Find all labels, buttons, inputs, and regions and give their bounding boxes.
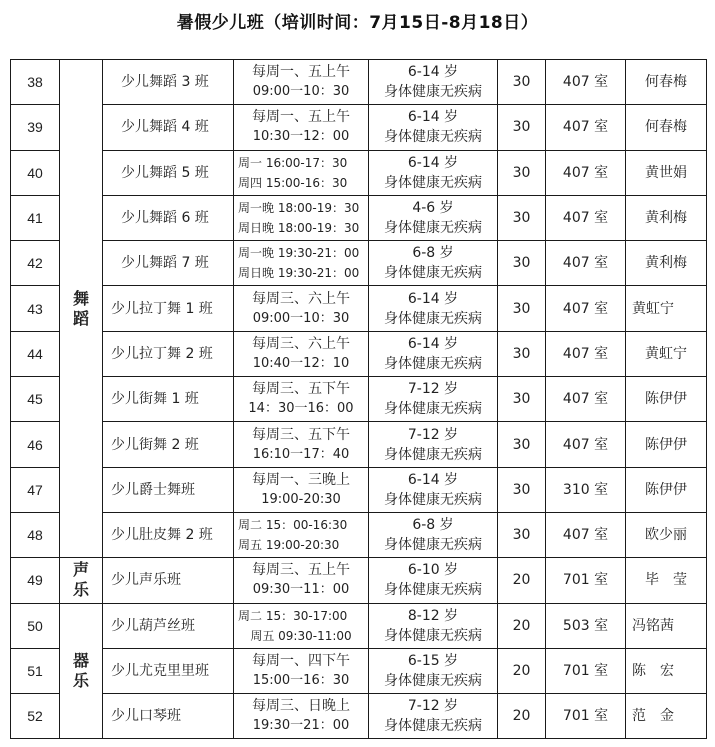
room: 701 室 bbox=[546, 694, 626, 739]
row-number: 44 bbox=[11, 331, 60, 376]
capacity: 30 bbox=[498, 105, 546, 150]
requirement: 7-12 岁 身体健康无疾病 bbox=[369, 422, 498, 467]
requirement: 6-10 岁 身体健康无疾病 bbox=[369, 558, 498, 603]
class-schedule-table bbox=[10, 59, 707, 739]
row-number: 47 bbox=[11, 467, 60, 512]
capacity: 20 bbox=[498, 648, 546, 693]
schedule: 每周三、六上午 10:40一12：10 bbox=[234, 331, 369, 376]
room: 407 室 bbox=[546, 241, 626, 286]
table-row bbox=[11, 60, 707, 105]
row-number: 49 bbox=[11, 558, 60, 603]
class-name: 少儿舞蹈 3 班 bbox=[103, 60, 234, 105]
requirement: 6-14 岁 身体健康无疾病 bbox=[369, 286, 498, 331]
room: 701 室 bbox=[546, 648, 626, 693]
teacher: 黄世娟 bbox=[626, 150, 707, 195]
room: 407 室 bbox=[546, 331, 626, 376]
class-name: 少儿舞蹈 6 班 bbox=[103, 195, 234, 240]
requirement: 6-14 岁 身体健康无疾病 bbox=[369, 150, 498, 195]
room: 407 室 bbox=[546, 150, 626, 195]
capacity: 30 bbox=[498, 195, 546, 240]
schedule: 每周三、六上午 09:00一10：30 bbox=[234, 286, 369, 331]
teacher: 冯铭茜 bbox=[626, 603, 707, 648]
class-name: 少儿街舞 1 班 bbox=[103, 377, 234, 422]
row-number: 46 bbox=[11, 422, 60, 467]
teacher: 黄利梅 bbox=[626, 241, 707, 286]
capacity: 30 bbox=[498, 60, 546, 105]
capacity: 30 bbox=[498, 422, 546, 467]
schedule: 每周三、五下午 14：30一16：00 bbox=[234, 377, 369, 422]
requirement: 6-14 岁 身体健康无疾病 bbox=[369, 105, 498, 150]
row-number: 48 bbox=[11, 512, 60, 557]
table-row bbox=[11, 105, 707, 150]
schedule: 每周三、日晚上 19:30一21：00 bbox=[234, 694, 369, 739]
schedule: 周二 15：30-17:00 周五 09:30-11:00 bbox=[234, 603, 369, 648]
room: 407 室 bbox=[546, 377, 626, 422]
requirement: 8-12 岁 身体健康无疾病 bbox=[369, 603, 498, 648]
requirement: 7-12 岁 身体健康无疾病 bbox=[369, 694, 498, 739]
capacity: 20 bbox=[498, 603, 546, 648]
teacher: 陈 宏 bbox=[626, 648, 707, 693]
room: 310 室 bbox=[546, 467, 626, 512]
row-number: 45 bbox=[11, 377, 60, 422]
teacher: 黄虹宁 bbox=[626, 331, 707, 376]
capacity: 30 bbox=[498, 241, 546, 286]
table-row bbox=[11, 648, 707, 693]
table-row bbox=[11, 422, 707, 467]
table-row bbox=[11, 377, 707, 422]
row-number: 38 bbox=[11, 60, 60, 105]
page-title: 暑假少儿班（培训时间：7月15日-8月18日） bbox=[176, 13, 539, 33]
room: 701 室 bbox=[546, 558, 626, 603]
teacher: 毕 莹 bbox=[626, 558, 707, 603]
table-row bbox=[11, 603, 707, 648]
table-row bbox=[11, 694, 707, 739]
row-number: 40 bbox=[11, 150, 60, 195]
class-name: 少儿街舞 2 班 bbox=[103, 422, 234, 467]
requirement: 6-14 岁 身体健康无疾病 bbox=[369, 467, 498, 512]
teacher: 范 金 bbox=[626, 694, 707, 739]
teacher: 黄虹宁 bbox=[626, 286, 707, 331]
row-number: 39 bbox=[11, 105, 60, 150]
teacher: 陈伊伊 bbox=[626, 422, 707, 467]
category-dance: 舞蹈 bbox=[60, 60, 103, 558]
schedule: 周二 15：00-16:30 周五 19:00-20:30 bbox=[234, 512, 369, 557]
row-number: 52 bbox=[11, 694, 60, 739]
row-number: 42 bbox=[11, 241, 60, 286]
class-name: 少儿口琴班 bbox=[103, 694, 234, 739]
row-number: 43 bbox=[11, 286, 60, 331]
category-instrument: 器乐 bbox=[60, 603, 103, 739]
schedule: 每周一、五上午 10:30一12：00 bbox=[234, 105, 369, 150]
requirement: 6-14 岁 身体健康无疾病 bbox=[369, 60, 498, 105]
teacher: 陈伊伊 bbox=[626, 377, 707, 422]
capacity: 20 bbox=[498, 694, 546, 739]
requirement: 6-8 岁 身体健康无疾病 bbox=[369, 512, 498, 557]
room: 407 室 bbox=[546, 286, 626, 331]
capacity: 30 bbox=[498, 150, 546, 195]
room: 407 室 bbox=[546, 105, 626, 150]
requirement: 6-14 岁 身体健康无疾病 bbox=[369, 331, 498, 376]
class-name: 少儿舞蹈 5 班 bbox=[103, 150, 234, 195]
teacher: 欧少丽 bbox=[626, 512, 707, 557]
room: 407 室 bbox=[546, 422, 626, 467]
requirement: 4-6 岁 身体健康无疾病 bbox=[369, 195, 498, 240]
category-vocal: 声乐 bbox=[60, 558, 103, 603]
class-name: 少儿拉丁舞 1 班 bbox=[103, 286, 234, 331]
class-name: 少儿爵士舞班 bbox=[103, 467, 234, 512]
class-name: 少儿拉丁舞 2 班 bbox=[103, 331, 234, 376]
capacity: 30 bbox=[498, 331, 546, 376]
class-name: 少儿声乐班 bbox=[103, 558, 234, 603]
schedule: 每周一、五上午 09:00一10：30 bbox=[234, 60, 369, 105]
table-row bbox=[11, 467, 707, 512]
table-row bbox=[11, 150, 707, 195]
capacity: 30 bbox=[498, 377, 546, 422]
schedule: 每周三、五上午 09:30一11：00 bbox=[234, 558, 369, 603]
class-name: 少儿葫芦丝班 bbox=[103, 603, 234, 648]
schedule: 每周一、三晚上 19:00-20:30 bbox=[234, 467, 369, 512]
teacher: 黄利梅 bbox=[626, 195, 707, 240]
teacher: 陈伊伊 bbox=[626, 467, 707, 512]
row-number: 51 bbox=[11, 648, 60, 693]
schedule: 周一晚 19:30-21：00 周日晚 19:30-21：00 bbox=[234, 241, 369, 286]
schedule: 周一 16:00-17：30 周四 15:00-16：30 bbox=[234, 150, 369, 195]
class-name: 少儿舞蹈 4 班 bbox=[103, 105, 234, 150]
capacity: 30 bbox=[498, 467, 546, 512]
table-row bbox=[11, 512, 707, 557]
room: 407 室 bbox=[546, 512, 626, 557]
capacity: 20 bbox=[498, 558, 546, 603]
class-name: 少儿舞蹈 7 班 bbox=[103, 241, 234, 286]
table-row bbox=[11, 558, 707, 603]
class-name: 少儿尤克里里班 bbox=[103, 648, 234, 693]
table-row bbox=[11, 331, 707, 376]
room: 407 室 bbox=[546, 60, 626, 105]
room: 503 室 bbox=[546, 603, 626, 648]
schedule: 周一晚 18:00-19：30 周日晚 18:00-19：30 bbox=[234, 195, 369, 240]
capacity: 30 bbox=[498, 512, 546, 557]
requirement: 6-8 岁 身体健康无疾病 bbox=[369, 241, 498, 286]
table-row bbox=[11, 241, 707, 286]
teacher: 何春梅 bbox=[626, 60, 707, 105]
schedule: 每周三、五下午 16:10一17：40 bbox=[234, 422, 369, 467]
row-number: 41 bbox=[11, 195, 60, 240]
teacher: 何春梅 bbox=[626, 105, 707, 150]
table-row bbox=[11, 286, 707, 331]
row-number: 50 bbox=[11, 603, 60, 648]
capacity: 30 bbox=[498, 286, 546, 331]
schedule: 每周一、四下午 15:00一16：30 bbox=[234, 648, 369, 693]
room: 407 室 bbox=[546, 195, 626, 240]
requirement: 7-12 岁 身体健康无疾病 bbox=[369, 377, 498, 422]
table-row bbox=[11, 195, 707, 240]
class-name: 少儿肚皮舞 2 班 bbox=[103, 512, 234, 557]
requirement: 6-15 岁 身体健康无疾病 bbox=[369, 648, 498, 693]
